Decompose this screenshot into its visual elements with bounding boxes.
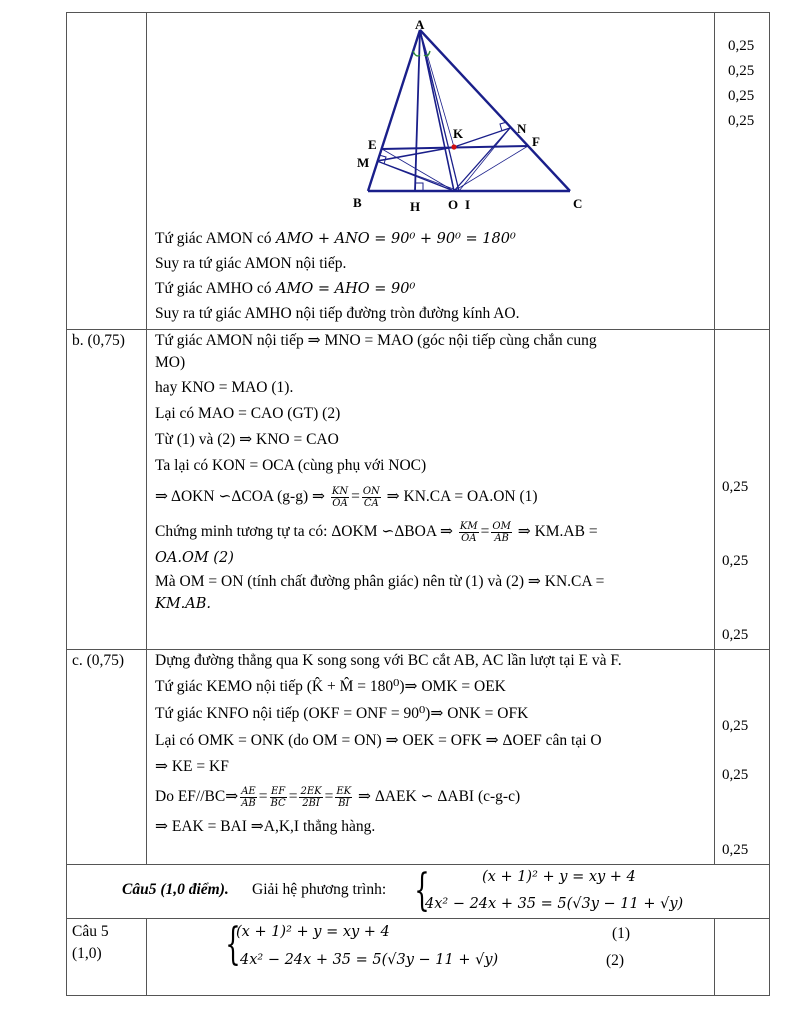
- cau5-header-eq1: (x + 1)² + y = xy + 4: [482, 869, 636, 885]
- part-b-line-6: ⇒ ΔOKN ∽ΔCOA (g-g) ⇒ $\frac{KN}{OA}$ = $\frac{ON}{CA}$ ⇒ KN.CA = OA.ON (1): [155, 486, 538, 509]
- part-b-line-8: Mà OM = ON (tính chất đường phân giác) nên từ (1) và (2) ⇒ KN.CA =: [155, 573, 605, 590]
- part-c-line-6-a: Do EF//BC⇒: [155, 788, 239, 806]
- fraction-ek-bi: $\frac{EK}{BI}$: [336, 786, 352, 809]
- table-right-border: [769, 12, 770, 996]
- part-b-line-7: Chứng minh tương tự ta có: ΔOKM ∽ΔBOA ⇒ $\frac{KM}{OA}$ = $\frac{OM}{AB}$ ⇒ KM.AB =: [155, 521, 598, 544]
- table-left-border: [66, 12, 67, 996]
- row-divider-b-c: [66, 649, 770, 650]
- cau5-eq1-number: (1): [612, 925, 631, 942]
- col-divider-score: [714, 12, 715, 865]
- part-c-line-2: Tứ giác KEMO nội tiếp (K̂ + M̂ = 180⁰)⇒ OMK = OEK: [155, 678, 506, 695]
- point-label-H: H: [410, 199, 421, 214]
- part-b-line-3: Lại có MAO = CAO (GT) (2): [155, 405, 341, 422]
- cau5-brace: {: [225, 919, 241, 970]
- part-a-line-1-text: Tứ giác AMON có: [155, 230, 272, 247]
- part-b-label: b. (0,75): [72, 332, 125, 349]
- score-c-1: 0,25: [722, 718, 749, 734]
- col-divider-score-2: [714, 918, 715, 996]
- row-divider-header-cau5: [66, 918, 770, 919]
- cau5-header-brace: {: [414, 865, 430, 916]
- part-c-line-1: Dựng đường thẳng qua K song song với BC cắt AB, AC lần lượt tại E và F.: [155, 652, 622, 669]
- part-b-line-6-b: ⇒ KN.CA = OA.ON (1): [386, 488, 538, 506]
- part-c-line-6: Do EF//BC⇒ $\frac{AE}{AB}$ = $\frac{EF}{BC}$ = $\frac{2EK}{2BI}$ = $\frac{EK}{BI}$ ⇒ ΔAEK ∽ ΔABI (c-g-c): [155, 786, 521, 809]
- part-b-line-7-a: Chứng minh tương tự ta có: ΔOKM ∽ΔBOA ⇒: [155, 523, 454, 541]
- score-a-1: 0,25: [728, 38, 755, 54]
- score-a-4: 0,25: [728, 113, 755, 129]
- score-c-2: 0,25: [722, 767, 749, 783]
- part-c-line-3: Tứ giác KNFO nội tiếp (OKF = ONF = 90⁰)⇒ ONK = OFK: [155, 705, 529, 722]
- score-a-3: 0,25: [728, 88, 755, 104]
- col-divider-label-2: [146, 918, 147, 996]
- cau5-header-eq2: 4x² − 24x + 35 = 5(√3y − 11 + √y): [425, 896, 684, 912]
- part-a-line-3: [155, 279, 415, 299]
- part-b-line-4: Từ (1) và (2) ⇒ KNO = CAO: [155, 431, 339, 448]
- point-label-A: A: [415, 18, 425, 32]
- part-b-line-7-b: ⇒ KM.AB =: [517, 523, 598, 541]
- point-label-E: E: [368, 137, 377, 152]
- geometry-figure: [340, 18, 600, 218]
- cau5-eq2: 4x² − 24x + 35 = 5(√3y − 11 + √y): [240, 952, 499, 968]
- point-label-C: C: [573, 196, 583, 211]
- point-label-F: F: [532, 134, 540, 149]
- part-b-line-7c: OA.OM (2): [155, 550, 234, 566]
- score-c-3: 0,25: [722, 842, 749, 858]
- score-b-1: 0,25: [722, 479, 749, 495]
- cau5-points: (1,0): [72, 945, 102, 962]
- point-label-I: I: [465, 197, 471, 212]
- cau5-header-text: Giải hệ phương trình:: [252, 881, 387, 898]
- fraction-ae-ab: $\frac{AE}{AB}$: [241, 786, 256, 809]
- part-c-line-7: ⇒ EAK = BAI ⇒A,K,I thẳng hàng.: [155, 818, 376, 835]
- cau5-eq1: (x + 1)² + y = xy + 4: [236, 924, 390, 940]
- part-a-line-3-text: Tứ giác AMHO có: [155, 280, 272, 297]
- score-b-3: 0,25: [722, 627, 749, 643]
- fraction-ef-bc: $\frac{EF}{BC}$: [270, 786, 286, 809]
- part-b-line-6-a: ⇒ ΔOKN ∽ΔCOA (g-g) ⇒: [155, 488, 325, 506]
- fraction-kn-oa: $\frac{KN}{OA}$: [331, 486, 349, 509]
- fraction-2ek-2bi: $\frac{2EK}{2BI}$: [300, 786, 322, 809]
- fraction-km-oa: $\frac{KM}{OA}$: [459, 521, 478, 544]
- part-b-line-1: Tứ giác AMON nội tiếp ⇒ MNO = MAO (góc nội tiếp cùng chắn cung: [155, 332, 597, 349]
- part-b-line-1b: MO): [155, 354, 186, 371]
- part-c-line-6-b: ⇒ ΔAEK ∽ ΔABI (c-g-c): [358, 788, 521, 806]
- part-c-label: c. (0,75): [72, 652, 125, 669]
- fraction-om-ab: $\frac{OM}{AB}$: [492, 521, 511, 544]
- col-divider-label: [146, 12, 147, 865]
- cau5-label: Câu 5: [72, 923, 109, 940]
- point-label-M: M: [357, 155, 370, 170]
- part-c-line-4: Lại có OMK = ONK (do OM = ON) ⇒ OEK = OFK ⇒ ΔOEF cân tại O: [155, 732, 602, 749]
- score-b-2: 0,25: [722, 553, 749, 569]
- cau5-eq2-number: (2): [606, 952, 625, 969]
- table-top-border: [66, 12, 770, 13]
- fraction-on-ca: $\frac{ON}{CA}$: [362, 486, 380, 509]
- part-a-line-3-math: AMO = AHO = 90⁰: [271, 281, 416, 297]
- part-a-line-4: Suy ra tứ giác AMHO nội tiếp đường tròn đường kính AO.: [155, 305, 520, 322]
- part-c-line-5: ⇒ KE = KF: [155, 758, 229, 775]
- cau5-header-title: Câu5 (1,0 điểm).: [122, 881, 229, 898]
- point-label-B: B: [353, 195, 362, 210]
- point-label-O: O: [448, 197, 459, 212]
- table-bottom-border: [66, 995, 770, 996]
- part-a-line-1: [155, 229, 516, 249]
- part-b-line-5: Ta lại có KON = OCA (cùng phụ với NOC): [155, 457, 427, 474]
- part-b-line-2: hay KNO = MAO (1).: [155, 379, 294, 396]
- part-a-line-2: Suy ra tứ giác AMON nội tiếp.: [155, 255, 347, 272]
- part-b-line-8b: KM.AB.: [155, 596, 212, 612]
- row-divider-a-b: [66, 329, 770, 330]
- part-a-line-1-math: AMO + ANO = 90⁰ + 90⁰ = 180⁰: [271, 231, 516, 247]
- point-label-K: K: [453, 126, 464, 141]
- score-a-2: 0,25: [728, 63, 755, 79]
- point-label-N: N: [517, 121, 527, 136]
